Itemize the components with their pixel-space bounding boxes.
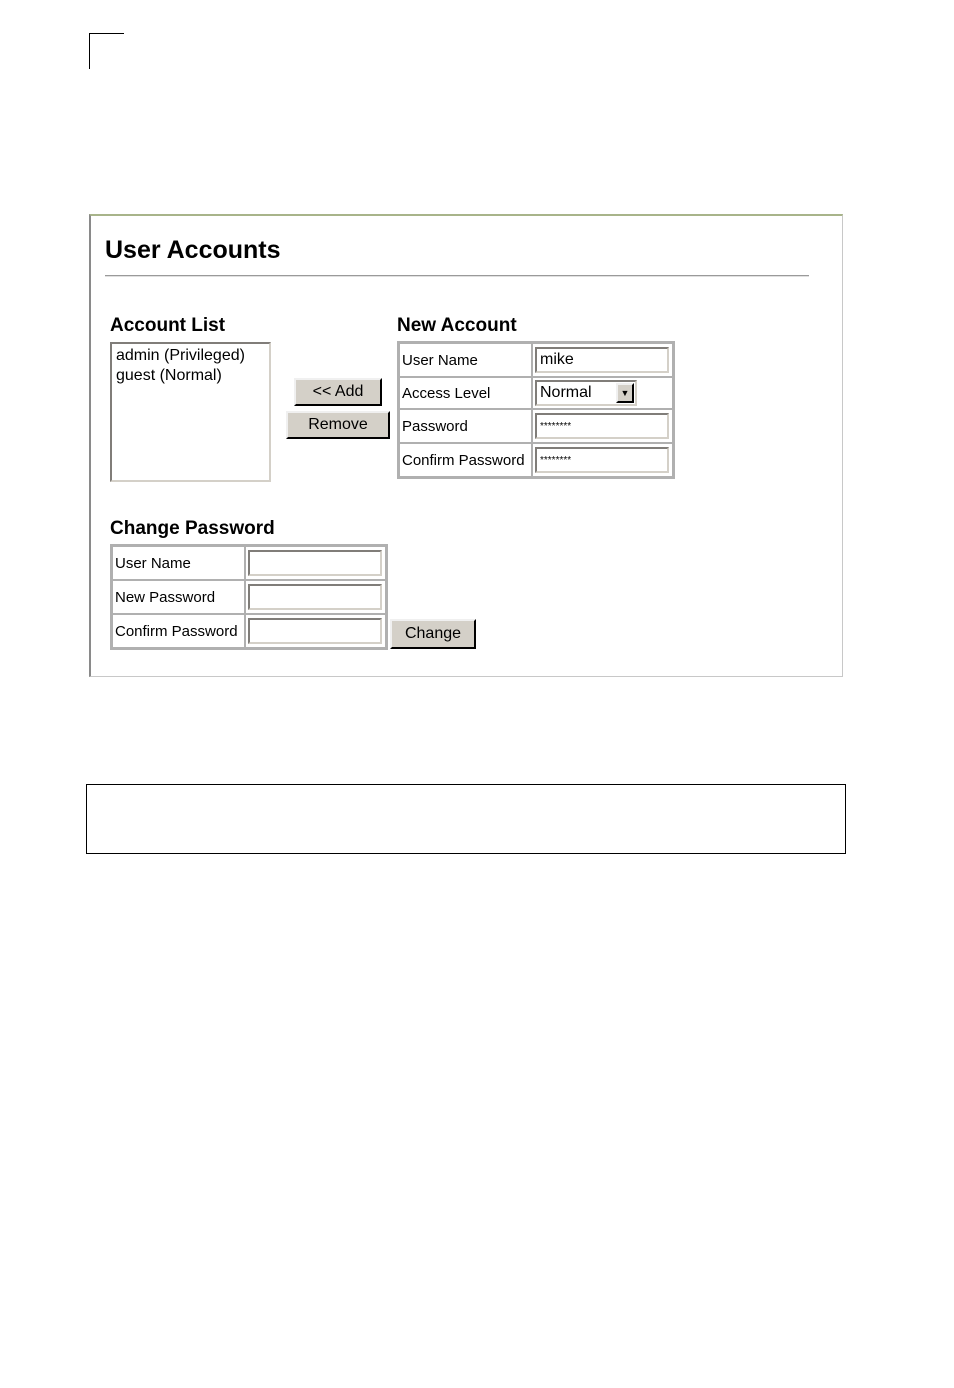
- new-user-name-input[interactable]: [535, 347, 669, 373]
- account-list-item[interactable]: admin (Privileged): [116, 347, 245, 364]
- remove-button[interactable]: Remove: [286, 411, 390, 439]
- change-user-name-label: User Name: [112, 546, 245, 580]
- note-box: [86, 784, 846, 854]
- change-user-name-input[interactable]: [248, 550, 382, 576]
- new-password-input[interactable]: [535, 413, 669, 439]
- account-listbox[interactable]: [110, 342, 271, 482]
- change-password-heading: Change Password: [110, 518, 275, 539]
- change-confirm-password-input[interactable]: [248, 618, 382, 644]
- crop-mark: [89, 33, 90, 69]
- user-accounts-panel: [89, 214, 843, 677]
- page-title: User Accounts: [105, 236, 281, 264]
- change-new-password-input[interactable]: [248, 584, 382, 610]
- dropdown-arrow-icon[interactable]: ▼: [616, 383, 634, 403]
- new-confirm-password-input[interactable]: [535, 447, 669, 473]
- new-account-table: [397, 341, 675, 479]
- password-label: Password: [399, 409, 532, 443]
- change-new-password-label: New Password: [112, 580, 245, 614]
- confirm-password-label: Confirm Password: [399, 443, 532, 477]
- add-button[interactable]: << Add: [294, 378, 382, 406]
- title-divider: [105, 275, 809, 277]
- account-list-item[interactable]: guest (Normal): [116, 367, 222, 384]
- access-level-select[interactable]: [535, 380, 637, 406]
- change-confirm-password-label: Confirm Password: [112, 614, 245, 648]
- change-button[interactable]: Change: [390, 619, 476, 649]
- new-account-heading: New Account: [397, 315, 517, 336]
- crop-mark: [89, 33, 124, 34]
- account-list-heading: Account List: [110, 315, 226, 336]
- access-level-value: Normal: [540, 384, 592, 401]
- user-name-label: User Name: [399, 343, 532, 377]
- change-password-table: [110, 544, 388, 650]
- access-level-label: Access Level: [399, 377, 532, 409]
